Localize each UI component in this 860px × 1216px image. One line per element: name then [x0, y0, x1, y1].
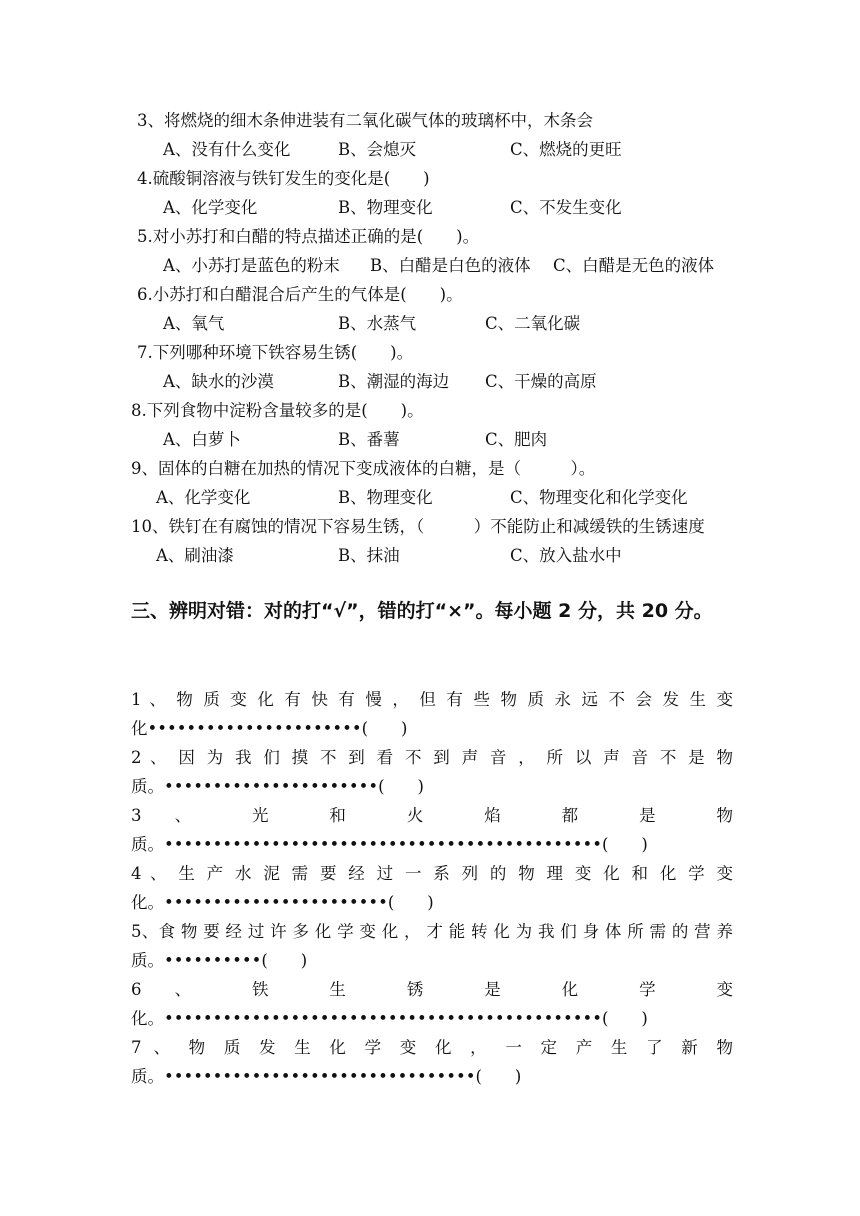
option-b: B、白醋是白色的液体 [370, 256, 531, 275]
option-c: C、放入盐水中 [510, 546, 622, 565]
tf-question-answer-line: 化••••••••••••••••••••••( ) [131, 719, 408, 738]
option-c: C、肥肉 [485, 430, 548, 449]
option-c: C、不发生变化 [510, 198, 622, 217]
option-b: B、会熄灭 [338, 140, 417, 159]
option-b: B、番薯 [338, 430, 400, 449]
tf-question-answer-line: 化。•••••••••••••••••••••••••••••••••••••••••••••( ) [131, 1009, 648, 1028]
tf-question-text: 7 、 物 质 发 生 化 学 变 化 ， 一 定 产 生 了 新 物 [131, 1038, 733, 1057]
tf-question-text: 2 、 因 为 我 们 摸 不 到 看 不 到 声 音 ， 所 以 声 音 不 是 物 [131, 748, 733, 767]
tf-question-answer-line: 质。••••••••••••••••••••••••••••••••( ) [131, 1067, 522, 1086]
option-b: B、物理变化 [338, 488, 433, 507]
question-stem: 3、将燃烧的细木条伸进装有二氧化碳气体的玻璃杯中，木条会 [137, 111, 593, 130]
question-stem: 6.小苏打和白醋混合后产生的气体是( )。 [137, 285, 463, 304]
option-b: B、水蒸气 [338, 314, 417, 333]
question-stem: 4.硫酸铜溶液与铁钉发生的变化是( ) [137, 169, 430, 188]
tf-question [131, 685, 733, 743]
tf-question-text: 4 、 生 产 水 泥 需 要 经 过 一 系 列 的 物 理 变 化 和 化 学 变 [131, 864, 733, 883]
tf-question-text: 5、食 物 要 经 过 许 多 化 学 变 化 ， 才 能 转 化 为 我 们 身 体 所 需 的 营 养 [131, 922, 733, 941]
option-b: B、物理变化 [338, 198, 433, 217]
tf-question [131, 917, 733, 975]
tf-question [131, 1033, 733, 1091]
section-heading: 三、辨明对错：对的打“√”，错的打“×”。每小题 2 分，共 20 分。 [131, 600, 713, 622]
option-a: A、白萝卜 [163, 430, 241, 449]
question-stem: 5.对小苏打和白醋的特点描述正确的是( )。 [137, 227, 480, 246]
option-a: A、氧气 [163, 314, 225, 333]
question-stem: 10、铁钉在有腐蚀的情况下容易生锈，（ ）不能防止和减缓铁的生锈速度 [131, 517, 705, 536]
tf-question-text: 6 、 铁 生 锈 是 化 学 变 [131, 980, 733, 999]
question-stem: 9、固体的白糖在加热的情况下变成液体的白糖，是（ ）。 [131, 459, 596, 478]
tf-question [131, 859, 733, 917]
tf-question-answer-line: 质。••••••••••••••••••••••( ) [131, 777, 424, 796]
option-c: C、白醋是无色的液体 [553, 256, 715, 275]
option-c: C、燃烧的更旺 [510, 140, 622, 159]
option-a: A、化学变化 [156, 488, 251, 507]
tf-question [131, 975, 733, 1033]
option-a: A、化学变化 [163, 198, 258, 217]
tf-question-answer-line: 质。•••••••••••••••••••••••••••••••••••••••••••••( ) [131, 835, 648, 854]
tf-question-answer-line: 质。••••••••••( ) [131, 951, 308, 970]
tf-question-text: 1 、 物 质 变 化 有 快 有 慢 ， 但 有 些 物 质 永 远 不 会 发 生 变 [131, 690, 733, 709]
option-a: A、刷油漆 [156, 546, 234, 565]
question-stem: 7.下列哪种环境下铁容易生锈( )。 [137, 343, 414, 362]
option-a: A、小苏打是蓝色的粉末 [163, 256, 340, 275]
option-c: C、物理变化和化学变化 [510, 488, 688, 507]
option-b: B、潮湿的海边 [338, 372, 450, 391]
option-c: C、干燥的高原 [485, 372, 597, 391]
tf-question [131, 743, 733, 801]
option-a: A、没有什么变化 [163, 140, 291, 159]
tf-question-answer-line: 化。•••••••••••••••••••••••( ) [131, 893, 434, 912]
tf-question [131, 801, 733, 859]
option-a: A、缺水的沙漠 [163, 372, 274, 391]
option-c: C、二氧化碳 [485, 314, 581, 333]
option-b: B、抹油 [338, 546, 400, 565]
tf-question-text: 3 、 光 和 火 焰 都 是 物 [131, 806, 733, 825]
question-stem: 8.下列食物中淀粉含量较多的是( )。 [131, 401, 424, 420]
